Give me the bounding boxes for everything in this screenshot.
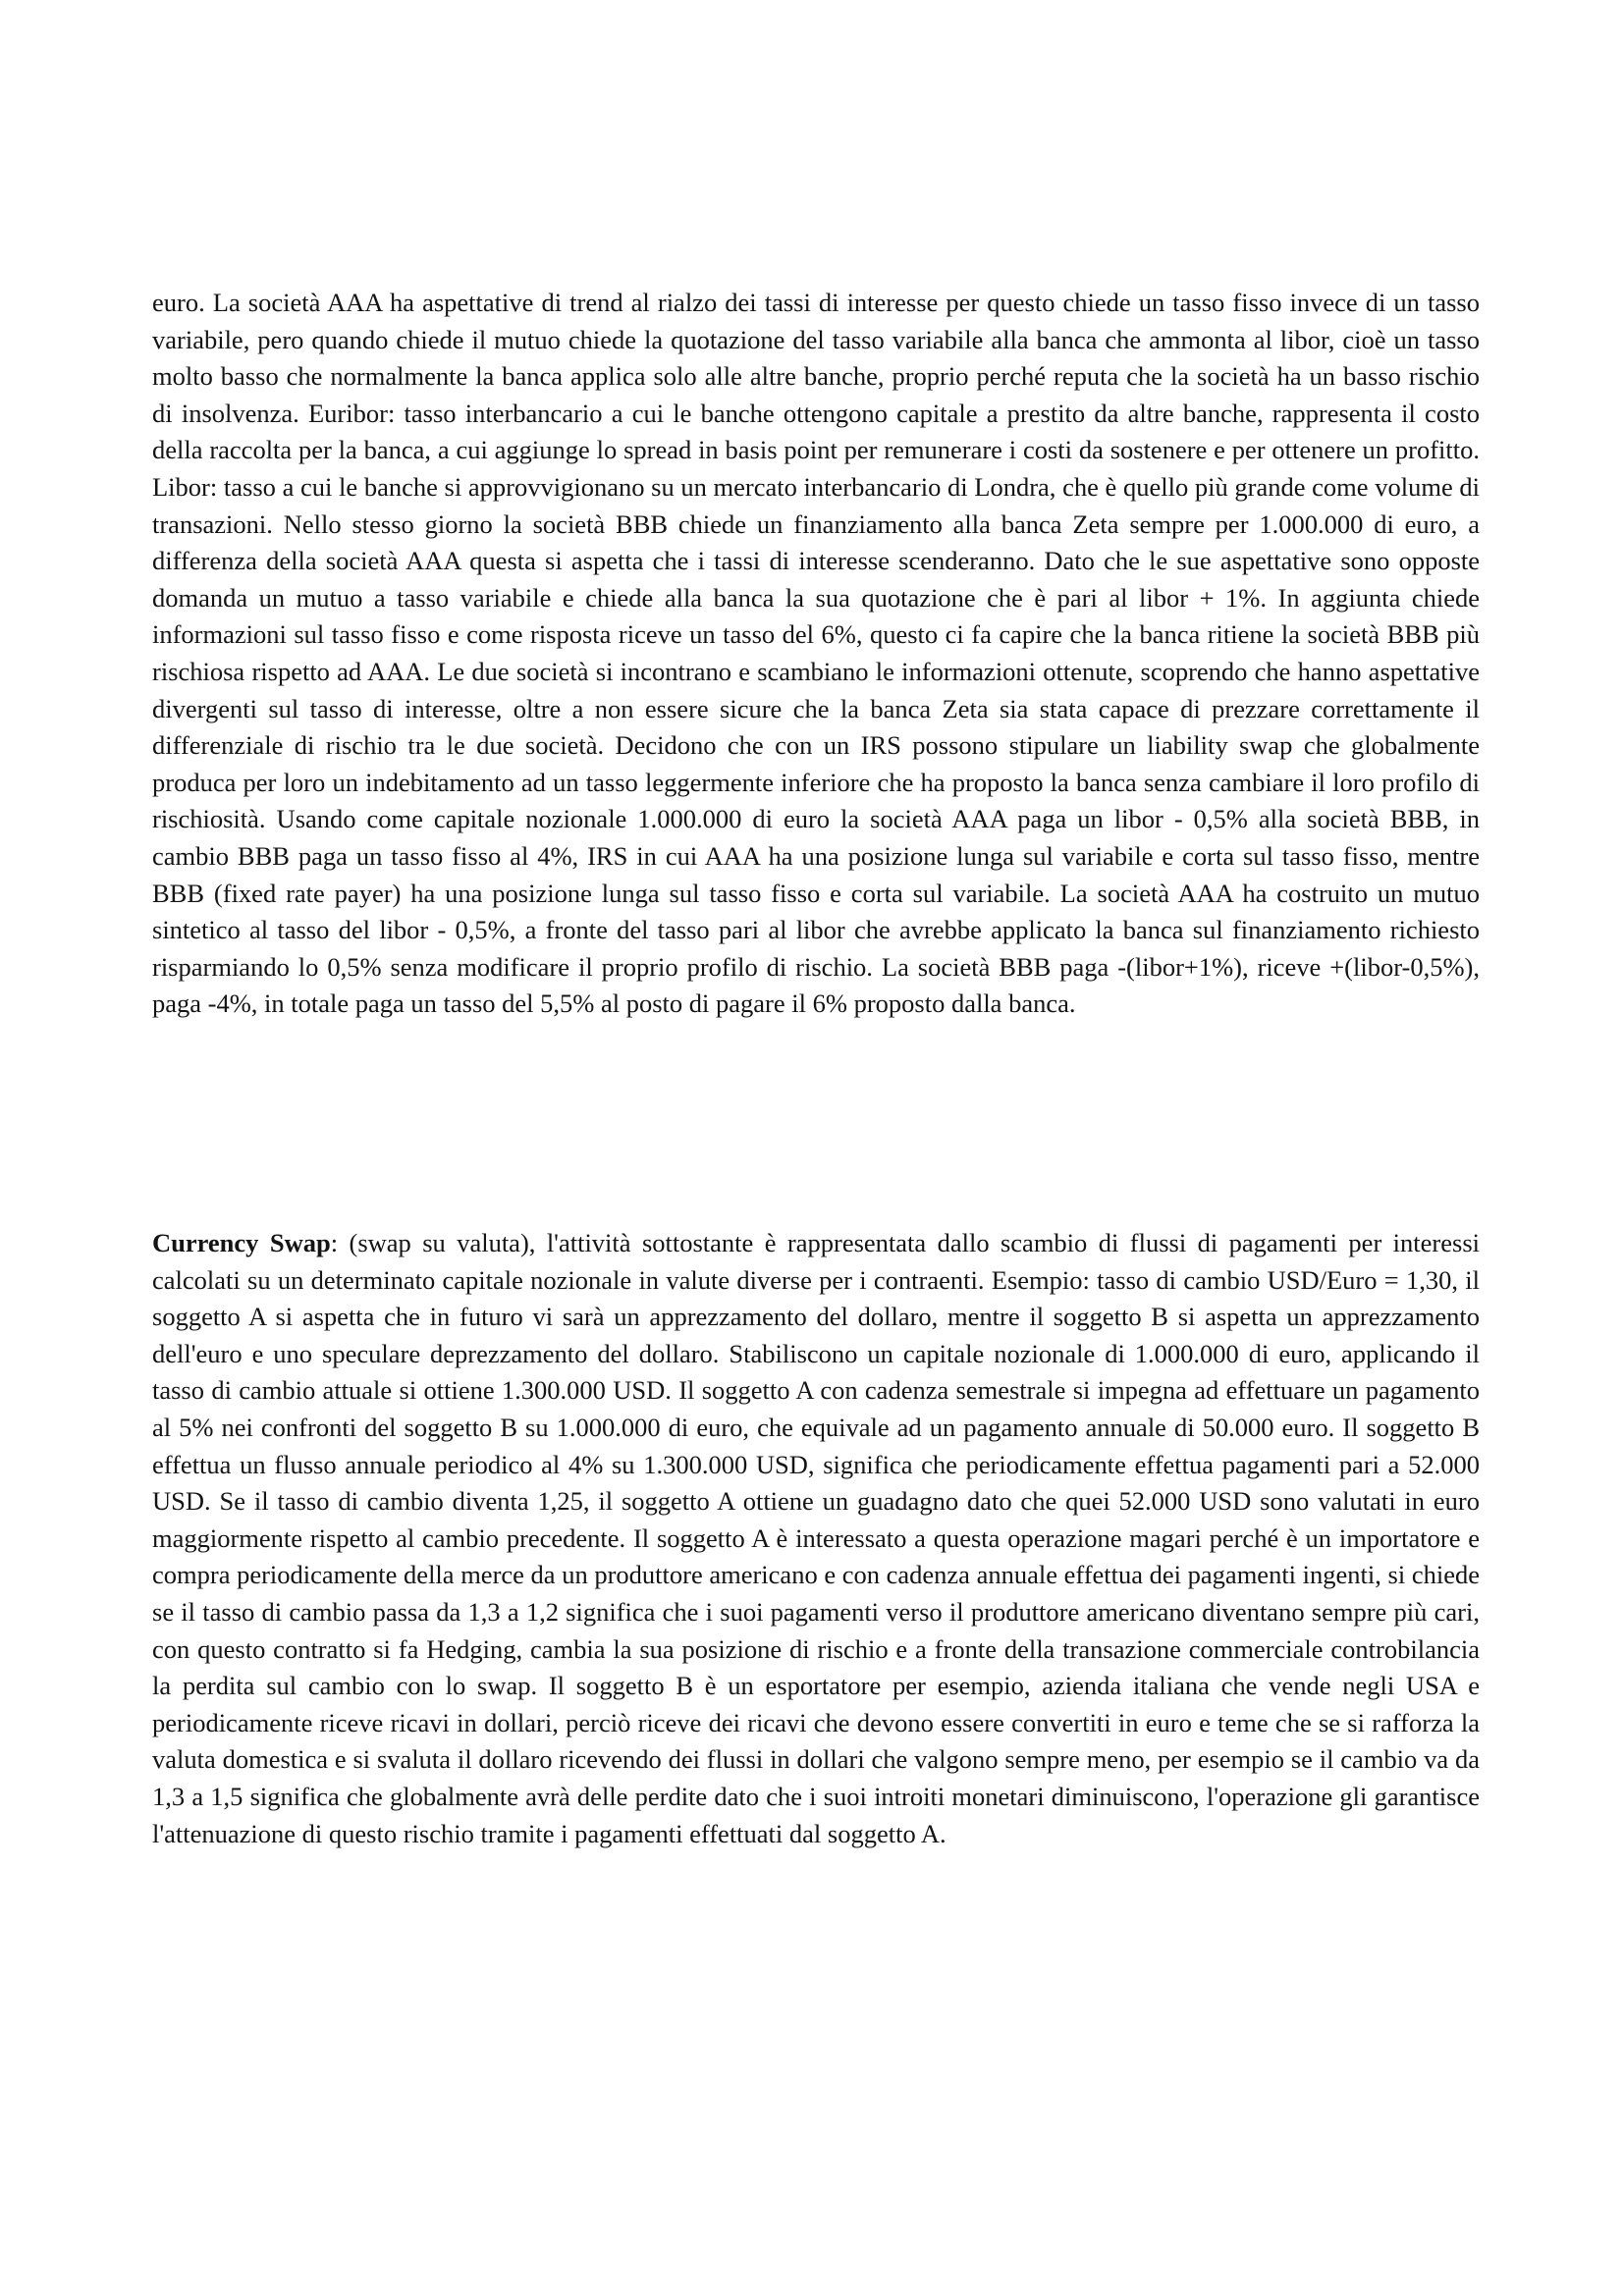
currency-swap-term: Currency Swap [152, 1228, 331, 1257]
currency-swap-definition: : (swap su valuta), l'attività sottostante è rappresentata dallo scambio di flussi di pagamenti per interessi calcolati su un determinato capitale nozionale in valute diverse per i contraenti. Esempio: tasso di cambio USD/Euro = 1,30, il soggetto A si aspetta che in futuro vi sarà un apprezzamento del dollaro, mentre il soggetto B si aspetta un apprezzamento dell'euro e uno speculare deprezzamento del dollaro. Stabiliscono un capitale nozionale di 1.000.000 di euro, applicando il tasso di cambio attuale si ottiene 1.300.000 USD. Il soggetto A con cadenza semestrale si impegna ad effettuare un pagamento al 5% nei confronti del soggetto B su 1.000.000 di euro, che equivale ad un pagamento annuale di 50.000 euro. Il soggetto B effettua un flusso annuale periodico al 4% su 1.300.000 USD, significa che periodicamente effettua pagamenti pari a 52.000 USD. Se il tasso di cambio diventa 1,25, il soggetto A ottiene un guadagno dato che quei 52.000 USD sono valutati in euro maggiormente rispetto al cambio precedente. Il soggetto A è interessato a questa operazione magari perché è un importatore e compra periodicamente della merce da un produttore americano e con cadenza annuale effettua dei pagamenti ingenti, si chiede se il tasso di cambio passa da 1,3 a 1,2 significa che i suoi pagamenti verso il produttore americano diventano sempre più cari, con questo contratto si fa Hedging, cambia la sua posizione di rischio e a fronte della transazione commerciale controbilancia la perdita sul cambio con lo swap. Il soggetto B è un esportatore per esempio, azienda italiana che vende negli USA e periodicamente riceve ricavi in dollari, perciò riceve dei ricavi che devono essere convertiti in euro e teme che se si rafforza la valuta domestica e si svaluta il dollaro ricevendo dei flussi in dollari che valgono sempre meno, per esempio se il cambio va da 1,3 a 1,5 significa che globalmente avrà delle perdite dato che i suoi introiti monetari diminuiscono, l'operazione gli garantisce l'attenuazione di questo rischio tramite i pagamenti effettuati dal soggetto A. [152, 1228, 1480, 1848]
paragraph-currency-swap [152, 1225, 1480, 1852]
paragraph-irs-example: euro. La società AAA ha aspettative di trend al rialzo dei tassi di interesse per questo chiede un tasso fisso invece di un tasso variabile, pero quando chiede il mutuo chiede la quotazione del tasso variabile alla banca che ammonta al libor, cioè un tasso molto basso che normalmente la banca applica solo alle altre banche, proprio perché reputa che la società ha un basso rischio di insolvenza. Euribor: tasso interbancario a cui le banche ottengono capitale a prestito da altre banche, rappresenta il costo della raccolta per la banca, a cui aggiunge lo spread in basis point per remunerare i costi da sostenere e per ottenere un profitto. Libor: tasso a cui le banche si approvvigionano su un mercato interbancario di Londra, che è quello più grande come volume di transazioni. Nello stesso giorno la società BBB chiede un finanziamento alla banca Zeta sempre per 1.000.000 di euro, a differenza della società AAA questa si aspetta che i tassi di interesse scenderanno. Dato che le sue aspettative sono opposte domanda un mutuo a tasso variabile e chiede alla banca la sua quotazione che è pari al libor + 1%. In aggiunta chiede informazioni sul tasso fisso e come risposta riceve un tasso del 6%, questo ci fa capire che la banca ritiene la società BBB più rischiosa rispetto ad AAA. Le due società si incontrano e scambiano le informazioni ottenute, scoprendo che hanno aspettative divergenti sul tasso di interesse, oltre a non essere sicure che la banca Zeta sia stata capace di prezzare correttamente il differenziale di rischio tra le due società. Decidono che con un IRS possono stipulare un liability swap che globalmente produca per loro un indebitamento ad un tasso leggermente inferiore che ha proposto la banca senza cambiare il loro profilo di rischiosità. Usando come capitale nozionale 1.000.000 di euro la società AAA paga un libor - 0,5% alla società BBB, in cambio BBB paga un tasso fisso al 4%, IRS in cui AAA ha una posizione lunga sul variabile e corta sul tasso fisso, mentre BBB (fixed rate payer) ha una posizione lunga sul tasso fisso e corta sul variabile. La società AAA ha costruito un mutuo sintetico al tasso del libor - 0,5%, a fronte del tasso pari al libor che avrebbe applicato la banca sul finanziamento richiesto risparmiando lo 0,5% senza modificare il proprio profilo di rischio. La società BBB paga -(libor+1%), riceve +(libor-0,5%), paga -4%, in totale paga un tasso del 5,5% al posto di pagare il 6% proposto dalla banca. [152, 288, 1480, 1019]
